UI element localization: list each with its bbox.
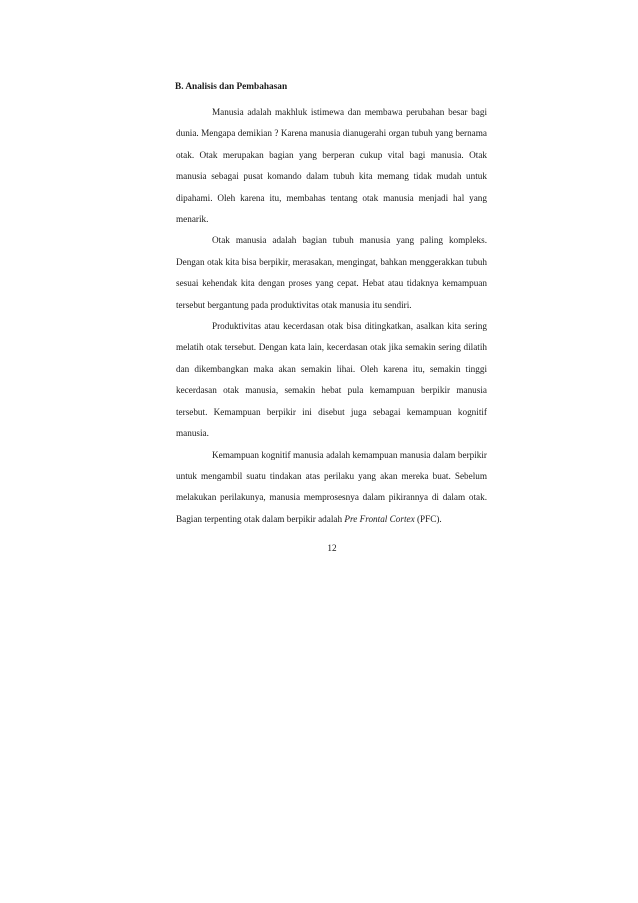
paragraph-4-emphasis: Pre Frontal Cortex (344, 513, 415, 524)
paragraph-3: Produktivitas atau kecerdasan otak bisa ditingkatkan, asalkan kita sering melatih otak tersebut. Dengan kata lain, kecerdasan otak jika semakin sering dilatih dan dikembangkan maka akan semakin lihai. Oleh karena itu, semakin tinggi kecerdasan otak manusia, semakin hebat pula kemampuan berpikir manusia tersebut. Kemampuan berpikir ini disebut juga sebagai kemampuan kognitif manusia. (176, 321, 487, 439)
paragraph-1: Manusia adalah makhluk istimewa dan membawa perubahan besar bagi dunia. Mengapa demikian ? Karena manusia dianugerahi organ tubuh yang bernama otak. Otak merupakan bagian yang berperan cukup vital bagi manusia. Otak manusia sebagai pusat komando dalam tubuh kita memang tidak mudah untuk dipahami. Oleh karena itu, membahas tentang otak manusia menjadi hal yang menarik. (176, 107, 487, 225)
section-heading: B. Analisis dan Pembahasan (175, 82, 288, 92)
paragraph-4-text: Kemampuan kognitif manusia adalah kemampuan manusia dalam berpikir untuk mengambil suatu tindakan atas perilaku yang akan mereka buat. Sebelum melakukan perilakunya, manusia memprosesnya dalam pikirannya di dalam otak. Bagian terpenting otak dalam berpikir adalah (176, 449, 487, 524)
paragraph-2: Otak manusia adalah bagian tubuh manusia yang paling kompleks. Dengan otak kita bisa berpikir, merasakan, mengingat, bahkan menggerakkan tubuh sesuai kehendak kita dengan proses yang cepat. Hebat atau tidaknya kemampuan tersebut bergantung pada produktivitas otak manusia itu sendiri. (176, 235, 487, 310)
paragraph-4 (176, 445, 487, 531)
paragraph-4-text-end: (PFC). (414, 513, 442, 524)
page-number: 12 (327, 543, 337, 553)
body-text (176, 102, 487, 530)
